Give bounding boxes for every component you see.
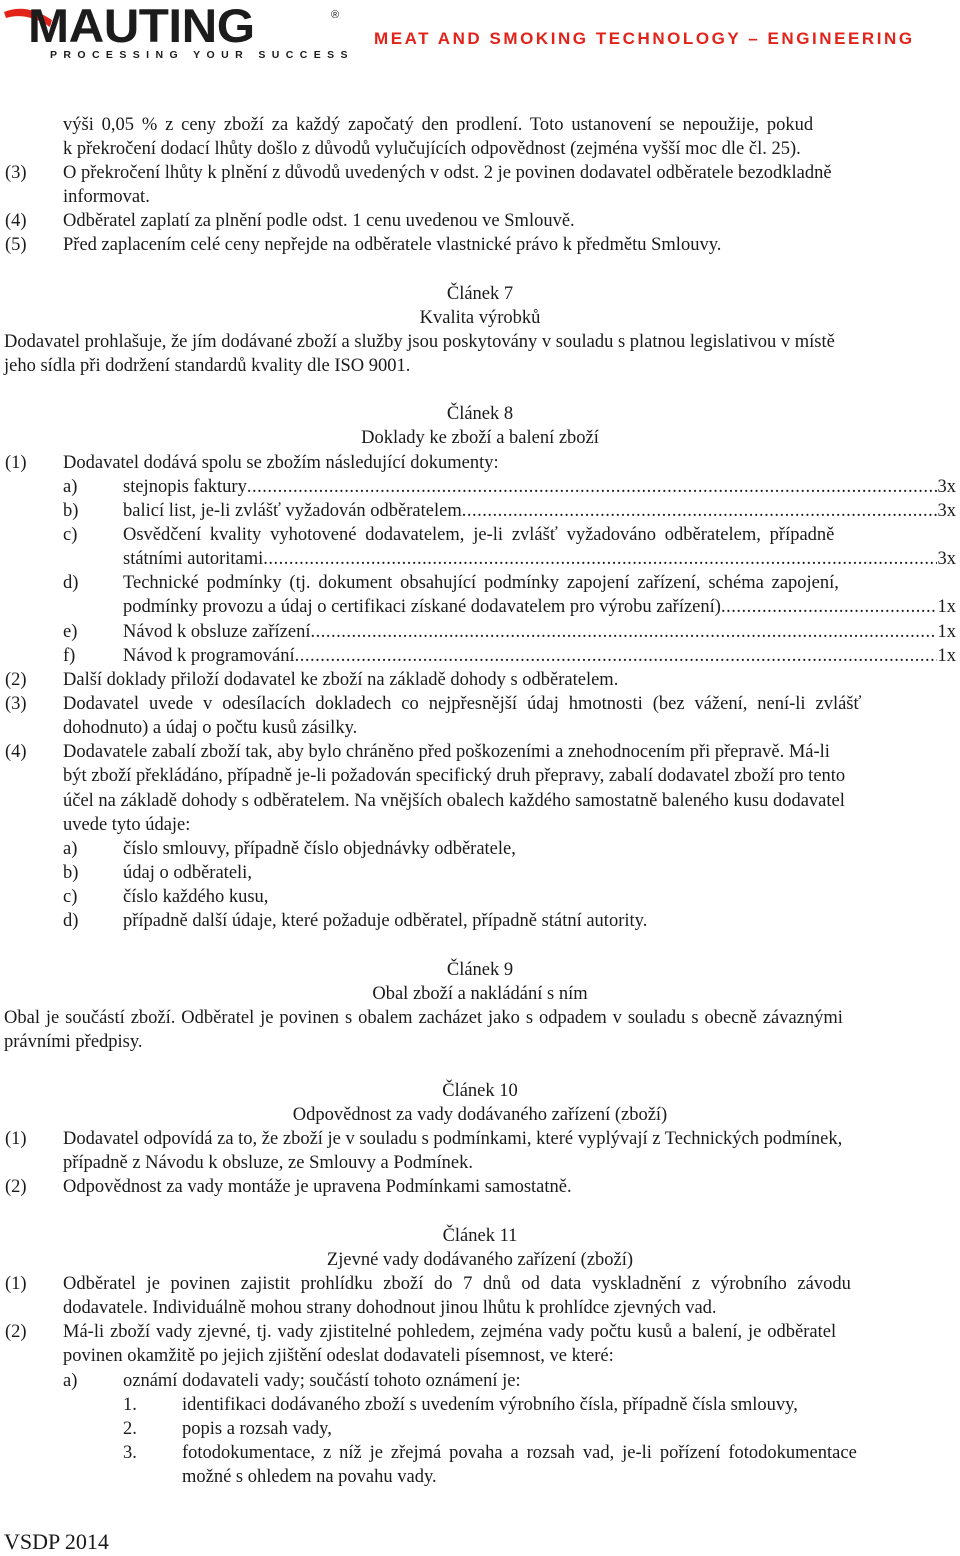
page-footer: VSDP 2014	[4, 1529, 109, 1554]
registered-mark: ®	[331, 9, 340, 21]
list-item: oznámí dodavateli vady; součástí tohoto oznámení je:	[123, 1371, 521, 1391]
article-title: Článek 11	[442, 1226, 518, 1246]
intro-para-line: výši 0,05 % z ceny zboží za každý započatý den prodlení. Toto ustanovení se nepoužije, pokud	[63, 115, 814, 135]
para-text: Odběratel zaplatí za plnění podle odst. 1 cenu uvedenou ve Smlouvě.	[63, 211, 575, 231]
list-item: číslo každého kusu,	[123, 887, 269, 907]
leader-dots	[247, 475, 937, 499]
sub-list-item: fotodokumentace, z níž je zřejmá povaha a rozsah vad, je-li pořízení fotodokumentace	[182, 1443, 857, 1463]
list-letter: b)	[63, 501, 79, 521]
para-number: (1)	[5, 1129, 27, 1149]
para-text: Dodavatel dodává spolu se zbožím následující dokumenty:	[63, 453, 499, 473]
list-item: údaj o odběrateli,	[123, 863, 252, 883]
article-title: Článek 9	[446, 960, 514, 980]
leader-dots	[311, 620, 937, 644]
para-text: Odpovědnost za vady montáže je upravena Podmínkami samostatně.	[63, 1177, 572, 1197]
article-subtitle: Odpovědnost za vady dodávaného zařízení (zboží)	[292, 1105, 668, 1125]
list-letter: a)	[63, 839, 78, 859]
document-list-item	[123, 547, 956, 571]
header-slogan: MEAT AND SMOKING TECHNOLOGY – ENGINEERING	[374, 29, 915, 48]
article-text: jeho sídla při dodržení standardů kvality dle ISO 9001.	[4, 356, 411, 376]
document-list-item	[123, 499, 956, 523]
para-text: Před zaplacením celé ceny nepřejde na odběratele vlastnické právo k předmětu Smlouvy.	[63, 235, 722, 255]
document-name: státními autoritami	[123, 549, 264, 569]
para-text: Dodavatele zabalí zboží tak, aby bylo chráněno před poškozeními a znehodnocením při přepravě. Má-li	[63, 742, 830, 762]
document-list-item	[123, 475, 956, 499]
para-text: Dodavatel uvede v odesílacích dokladech co nejpřesnější údaj hmotnosti (bez vážení, není-li zvlášť	[63, 694, 862, 714]
para-number: (2)	[5, 670, 27, 690]
list-item: číslo smlouvy, případně číslo objednávky odběratele,	[123, 839, 516, 859]
document-name: Technické podmínky (tj. dokument obsahující podmínky zapojení zařízení, schéma zapojení,	[123, 573, 839, 593]
list-letter: a)	[63, 1371, 78, 1391]
sub-list-number: 1.	[123, 1395, 137, 1415]
sub-list-number: 2.	[123, 1419, 137, 1439]
para-text: dodavatele. Individuálně mohou strany dohodnout jinou lhůtu k prohlídce zjevných vad.	[63, 1298, 717, 1318]
list-letter: a)	[63, 477, 78, 497]
para-text: dohodnuto) a údaj o počtu kusů zásilky.	[63, 718, 358, 738]
leader-dots	[295, 644, 937, 668]
list-letter: f)	[63, 646, 76, 666]
article-subtitle: Obal zboží a nakládání s ním	[372, 984, 588, 1004]
leader-dots	[721, 595, 937, 619]
document-list-item	[123, 644, 956, 668]
mauting-logo: MAUTING	[28, 0, 255, 52]
para-number: (5)	[5, 235, 27, 255]
leader-dots	[263, 547, 936, 571]
para-number: (3)	[5, 163, 27, 183]
sub-list-number: 3.	[123, 1443, 137, 1463]
para-text: případně z Návodu k obsluze, ze Smlouvy a Podmínek.	[63, 1153, 473, 1173]
para-number: (2)	[5, 1322, 27, 1342]
list-letter: c)	[63, 887, 78, 907]
list-letter: c)	[63, 525, 78, 545]
page-header	[0, 0, 960, 70]
article-title: Článek 7	[446, 284, 514, 304]
document-count: 1x	[937, 622, 956, 642]
article-subtitle: Kvalita výrobků	[419, 308, 541, 328]
document-count: 1x	[937, 646, 956, 666]
list-letter: e)	[63, 622, 78, 642]
intro-para-line: k překročení dodací lhůty došlo z důvodů vylučujících odpovědnost (zejména vyšší moc dle čl. 25).	[63, 139, 801, 159]
article-text: Obal je součástí zboží. Odběratel je povinen s obalem zacházet jako s odpadem v souladu s obecně závaznými	[4, 1008, 843, 1028]
para-number: (2)	[5, 1177, 27, 1197]
document-list-item	[123, 595, 956, 619]
document-count: 1x	[937, 597, 956, 617]
article-subtitle: Zjevné vady dodávaného zařízení (zboží)	[326, 1250, 634, 1270]
para-text: Další doklady přiloží dodavatel ke zboží na základě dohody s odběratelem.	[63, 670, 619, 690]
para-number: (1)	[5, 453, 27, 473]
para-text: Odběratel je povinen zajistit prohlídku zboží do 7 dnů od data vyskladnění z výrobního závodu	[63, 1274, 851, 1294]
para-text: být zboží překládáno, případně je-li požadován specifický druh přepravy, zabalí dodavatel zboží pro tento	[63, 766, 846, 786]
para-text: povinen okamžitě po jejich zjištění odeslat dodavateli písemnost, ve které:	[63, 1346, 614, 1366]
para-number: (3)	[5, 694, 27, 714]
para-text: Dodavatel odpovídá za to, že zboží je v souladu s podmínkami, které vyplývají z Technických podmínek,	[63, 1129, 843, 1149]
para-number: (4)	[5, 742, 27, 762]
document-name: Návod k programování	[123, 646, 295, 666]
document-name: balicí list, je-li zvlášť vyžadován odběratelem	[123, 501, 462, 521]
document-list-item	[123, 620, 956, 644]
document-count: 3x	[937, 477, 956, 497]
logo-tagline: PROCESSING YOUR SUCCESS	[50, 49, 354, 61]
list-letter: d)	[63, 911, 79, 931]
para-text: Má-li zboží vady zjevné, tj. vady zjistitelné pohledem, zejména vady počtu kusů a balení, je odběratel	[63, 1322, 837, 1342]
leader-dots	[462, 499, 937, 523]
para-text: O překročení lhůty k plnění z důvodů uvedených v odst. 2 je povinen dodavatel odběratele bezodkladně	[63, 163, 832, 183]
list-letter: b)	[63, 863, 79, 883]
article-text: právními předpisy.	[4, 1032, 143, 1052]
sub-list-item: možné s ohledem na povahu vady.	[182, 1467, 437, 1487]
para-text: účel na základě dohody s odběratelem. Na vnějších obalech každého samostatně baleného kusu dodavatel	[63, 791, 845, 811]
article-text: Dodavatel prohlašuje, že jím dodávané zboží a služby jsou poskytovány v souladu s platnou legislativou v místě	[4, 332, 835, 352]
para-number: (4)	[5, 211, 27, 231]
article-subtitle: Doklady ke zboží a balení zboží	[361, 428, 599, 448]
document-count: 3x	[937, 549, 956, 569]
list-item: případně další údaje, které požaduje odběratel, případně státní autority.	[123, 911, 648, 931]
article-title: Článek 8	[446, 404, 514, 424]
document-name: Návod k obsluze zařízení	[123, 622, 311, 642]
para-number: (1)	[5, 1274, 27, 1294]
document-name: Osvědčení kvality vyhotovené dodavatelem, je-li zvlášť vyžadováno odběratelem, případně	[123, 525, 835, 545]
article-title: Článek 10	[442, 1081, 518, 1101]
document-name: stejnopis faktury	[123, 477, 247, 497]
sub-list-item: identifikaci dodávaného zboží s uvedením výrobního čísla, případně čísla smlouvy,	[182, 1395, 798, 1415]
para-text: informovat.	[63, 187, 150, 207]
document-name: podmínky provozu a údaj o certifikaci získané dodavatelem pro výrobu zařízení)	[123, 597, 721, 617]
sub-list-item: popis a rozsah vady,	[182, 1419, 332, 1439]
list-letter: d)	[63, 573, 79, 593]
para-text: uvede tyto údaje:	[63, 815, 191, 835]
document-count: 3x	[937, 501, 956, 521]
